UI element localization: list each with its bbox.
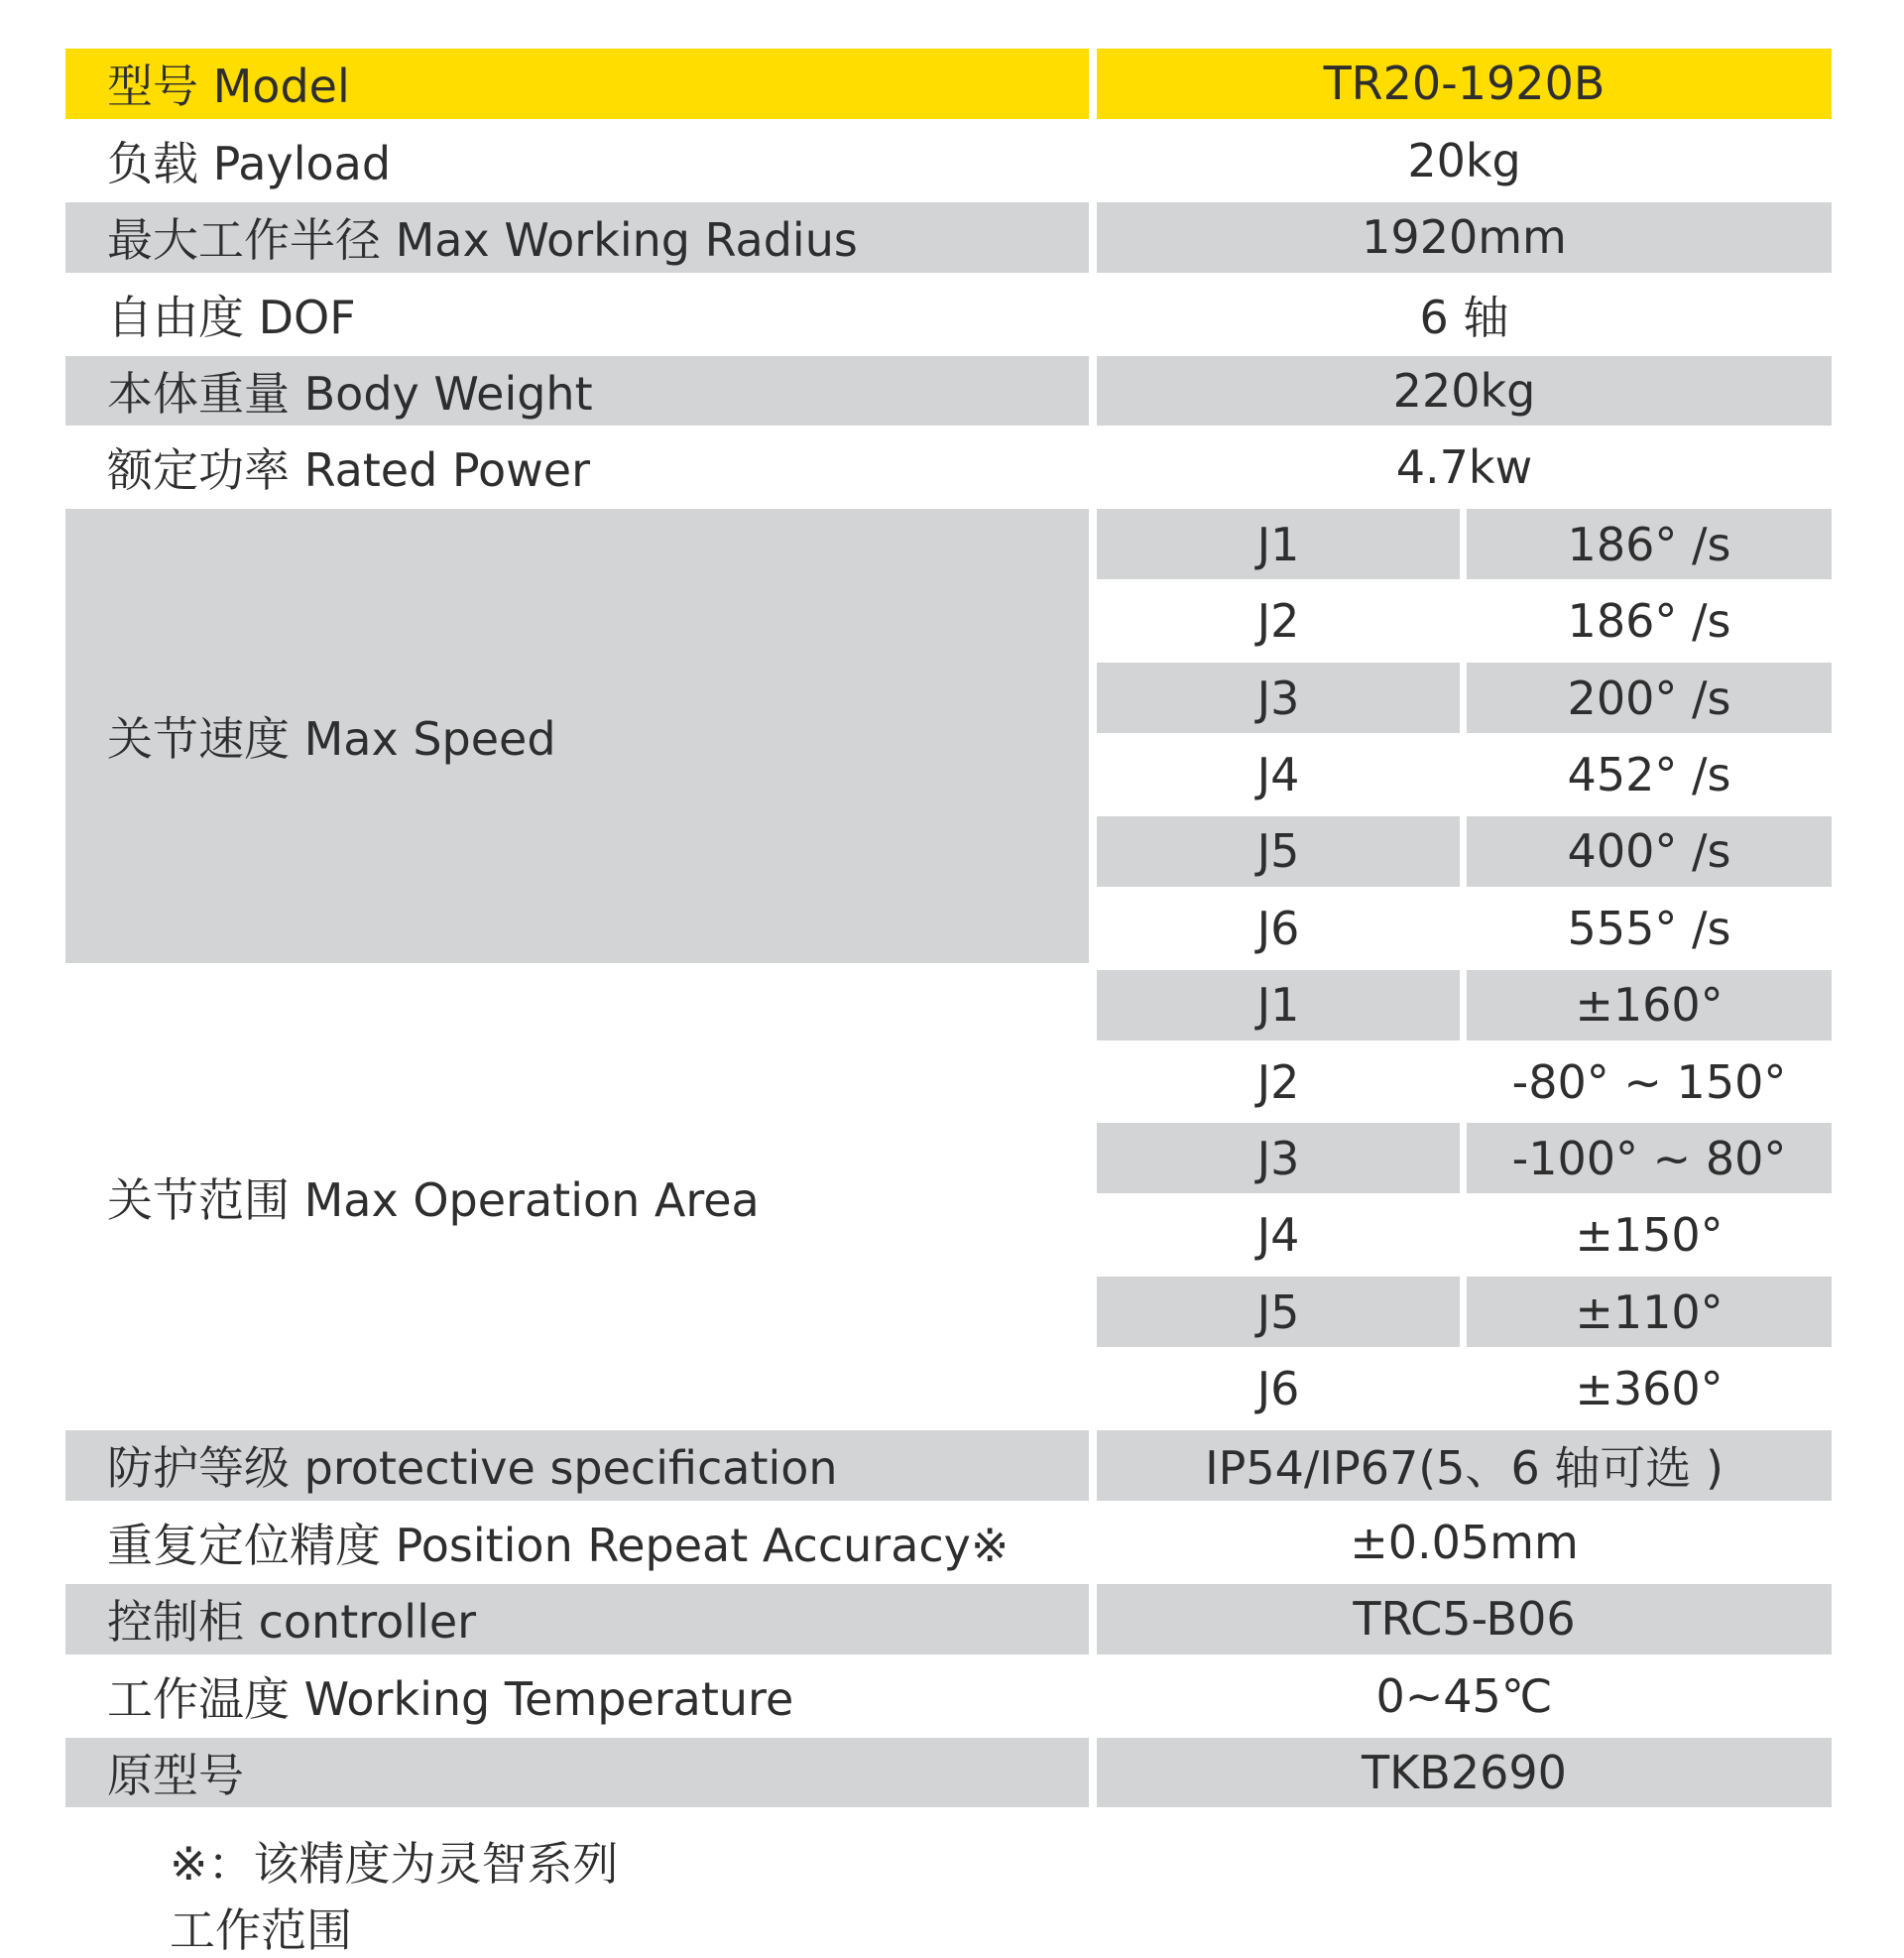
spec-label (65, 1507, 1089, 1583)
joint-name-text: J1 (1256, 517, 1300, 571)
spec-value (1097, 356, 1832, 432)
spec-value (1097, 1738, 1832, 1814)
joint-name (1097, 1277, 1460, 1353)
joint-name-text: J1 (1256, 978, 1300, 1033)
spec-label-text: 控制柜 controller (107, 1595, 477, 1650)
joint-value-text: ±160° (1575, 978, 1724, 1033)
joint-name (1097, 663, 1460, 739)
spec-value-text: 1920mm (1362, 210, 1567, 265)
spec-label-text: 最大工作半径 Max Working Radius (107, 213, 858, 268)
joint-value (1467, 740, 1832, 816)
joint-name-text: J5 (1256, 1285, 1300, 1339)
joint-name (1097, 816, 1460, 893)
header-value (1097, 49, 1832, 125)
footnote: ※：该精度为灵智系列 (170, 1837, 619, 1891)
joint-value-text: ±150° (1575, 1208, 1724, 1263)
joint-name-text: J5 (1256, 824, 1300, 879)
joint-name-text: J6 (1256, 901, 1300, 955)
joint-name (1097, 586, 1460, 663)
spec-label-text: 额定功率 Rated Power (107, 443, 590, 498)
spec-label (65, 432, 1089, 509)
spec-table (65, 49, 1832, 1814)
max-speed-label-text: 关节速度 Max Speed (107, 712, 556, 767)
joint-value (1467, 1354, 1832, 1430)
spec-value-text: 0~45℃ (1375, 1668, 1553, 1723)
joint-value (1467, 970, 1832, 1046)
joint-value-text: 186° /s (1567, 594, 1731, 649)
joint-name (1097, 1200, 1460, 1277)
joint-name (1097, 509, 1460, 585)
spec-value (1097, 1430, 1832, 1507)
joint-name (1097, 740, 1460, 816)
spec-value (1097, 279, 1832, 355)
joint-value (1467, 663, 1832, 739)
spec-label-text: 原型号 (107, 1749, 244, 1803)
spec-label-text: 自由度 DOF (107, 290, 356, 344)
joint-name-text: J4 (1256, 1208, 1300, 1263)
spec-value-text: IP54/IP67(5、6 轴可选 ) (1205, 1441, 1724, 1496)
operation-area-label-text: 关节范围 Max Operation Area (107, 1172, 760, 1227)
spec-value (1097, 125, 1832, 201)
spec-label (65, 1584, 1089, 1660)
spec-label (65, 1430, 1089, 1507)
joint-value-text: 555° /s (1567, 901, 1731, 955)
spec-label-text: 负载 Payload (107, 136, 392, 190)
joint-name-text: J3 (1256, 671, 1300, 725)
joint-name (1097, 1123, 1460, 1199)
joint-value-text: 452° /s (1567, 747, 1731, 801)
spec-label (65, 1738, 1089, 1814)
spec-label (65, 279, 1089, 355)
spec-value (1097, 1507, 1832, 1583)
joint-name-text: J2 (1256, 594, 1300, 649)
joint-value (1467, 509, 1832, 585)
joint-name-text: J6 (1256, 1362, 1300, 1416)
spec-value-text: 20kg (1407, 133, 1521, 187)
joint-value-text: 400° /s (1567, 824, 1731, 879)
joint-name (1097, 1354, 1460, 1430)
spec-label (65, 125, 1089, 201)
spec-value-text: 220kg (1392, 364, 1536, 418)
joint-name-text: J2 (1256, 1054, 1300, 1109)
spec-value-text: 6 轴 (1419, 290, 1509, 344)
joint-value-text: 200° /s (1567, 671, 1731, 725)
joint-name (1097, 1046, 1460, 1123)
spec-value-text: TKB2690 (1362, 1746, 1567, 1800)
spec-label-text: 重复定位精度 Position Repeat Accuracy※ (107, 1518, 1010, 1572)
spec-value (1097, 432, 1832, 509)
joint-value (1467, 1046, 1832, 1123)
joint-value-text: -100° ~ 80° (1511, 1131, 1787, 1185)
spec-value (1097, 1584, 1832, 1660)
next-section-heading: 工作范围 (170, 1903, 352, 1957)
header-label-text: 型号 Model (107, 60, 350, 114)
operation-area-label (65, 970, 1089, 1430)
spec-label-text: 工作温度 Working Temperature (107, 1671, 794, 1726)
spec-value-text: 4.7kw (1395, 440, 1533, 495)
joint-name-text: J4 (1256, 747, 1300, 801)
joint-name (1097, 970, 1460, 1046)
spec-label (65, 356, 1089, 432)
spec-value (1097, 202, 1832, 279)
spec-label (65, 1660, 1089, 1737)
joint-value (1467, 816, 1832, 893)
joint-name-text: J3 (1256, 1131, 1300, 1185)
spec-value-text: TRC5-B06 (1353, 1592, 1576, 1647)
joint-value-text: ±110° (1575, 1285, 1724, 1339)
header-label (65, 49, 1089, 125)
joint-value-text: ±360° (1575, 1362, 1724, 1416)
joint-value (1467, 1277, 1832, 1353)
joint-value (1467, 1200, 1832, 1277)
spec-label-text: 本体重量 Body Weight (107, 367, 593, 421)
joint-value (1467, 893, 1832, 969)
spec-value-text: ±0.05mm (1350, 1515, 1579, 1569)
joint-value-text: 186° /s (1567, 517, 1731, 571)
spec-label-text: 防护等级 protective specification (107, 1441, 838, 1496)
spec-value (1097, 1660, 1832, 1737)
spec-label (65, 202, 1089, 279)
joint-value (1467, 1123, 1832, 1199)
joint-value-text: -80° ~ 150° (1511, 1054, 1787, 1109)
joint-value (1467, 586, 1832, 663)
max-speed-label (65, 509, 1089, 969)
joint-name (1097, 893, 1460, 969)
header-value-text: TR20-1920B (1323, 57, 1606, 111)
